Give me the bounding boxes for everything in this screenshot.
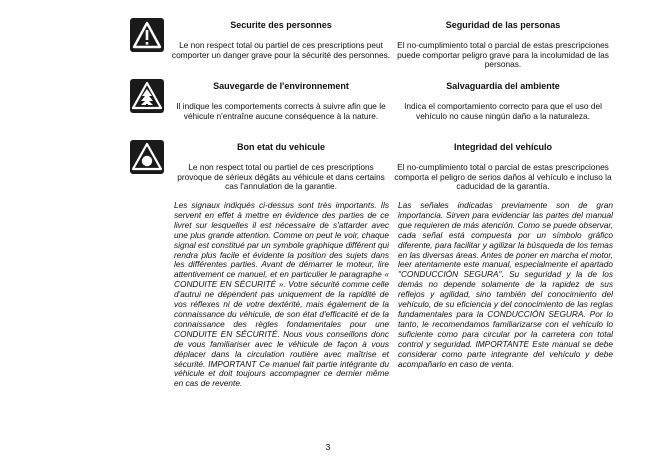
section-text: El no-cumplimiento total o parcial de estas prescripciones puede comportar peligro grave para la incolumidad de las personas. [397,40,609,70]
environment-tree-icon [130,79,164,113]
section-title: Sauvegarde de l'environnement [213,81,349,91]
section-title: Integridad del vehículo [453,142,552,152]
section-text: Le non respect total ou partiel de ces prescriptions provoque de sérieux dégâts au véhicule et dans certains cas l'annulation de la garantie. [177,162,385,192]
intro-paragraph-es: Las señales indicadas previamente son de gran importancia. Sirven para evidenciar las partes del manual que requieren de más atención. Como se puede observar, cada señal está compuesta por un símbolo gráfico diferente, para facilitar y agilizar la búsqueda de los temas en las diversas áreas. Antes de poner en marcha el motor, leer atentamente este manual, especialmente el apartado "CONDUCCIÓN SEGURA". Su seguridad y la de los demás no depende solamente de la rapidez de sus reflejos y agilidad, sino también del conocimiento del vehículo, de su eficiencia y del conocimiento de las reglas fundamentales para la CONDUCCIÓN SEGURA. Por lo tanto, le recomendamos familiarizarse con el vehículo lo suficiente como para circular por la carretera con total control y seguridad. IMPORTANTE Este manual se debe considerar como parte integrante del vehículo y debe acompañarlo en caso de venta. [398,200,613,369]
vehicle-damage-icon [130,140,164,174]
section-text: Indica el comportamiento correcto para que el uso del vehículo no cause ningún daño a la naturaleza. [404,101,602,121]
section-title: Seguridad de las personas [445,20,561,30]
section-text: Il indique les comportements corrects à suivre afin que le véhicule n'entraîne aucune conséquence à la nature. [176,101,386,121]
section-text: Le non respect total ou partiel de ces prescriptions peut comporter un danger grave pour la sécurité des personnes. [171,40,391,60]
warning-exclamation-icon [130,18,164,52]
section-title: Bon etat du vehicule [236,142,325,152]
section-vehicle-condition-fr [170,142,392,192]
section-personal-safety-fr [170,20,392,60]
section-environment-fr [170,81,392,121]
section-title: Salvaguardia del ambiente [446,81,560,91]
section-text: El no-cumplimiento total o parcial de estas prescripciones comporta el peligro de serios daños al vehículo e incluso la caducidad de la garantía. [394,162,612,192]
section-title: Securite des personnes [230,20,332,30]
section-environment-es [392,81,614,121]
section-vehicle-condition-es [392,142,614,192]
intro-paragraph-fr: Les signaux indiqués ci-dessus sont très importants. Ils servent en effet à mettre en évidence des parties de ce livret sur lesquelles il est nécessaire de s'attarder avec une plus grande attention. Comme on peut le voir, chaque signal est constitué par un symbole graphique différent qui rendra plus facile et évidente la position des sujets dans les différentes parties. Avant de démarrer le moteur, lire attentivement ce manuel, et en particulier le paragraphe « CONDUITE EN SÉCURITÉ ». Votre sécurité comme celle d'autrui ne dépendent pas uniquement de la rapidité de vos réflexes ni de votre dextérité, mais également de la connaissance du véhicule, de son état d'efficacité et de la connaissance des règles fondamentales pour une CONDUITE EN SÉCURITÉ. Nous vous conseillons donc de vous familiariser avec le véhicule de façon à vous déplacer dans la circulation routière avec maîtrise et sécurité. IMPORTANT Ce manuel fait partie intégrante du véhicule et doit toujours accompagner ce dernier même en cas de revente. [174,200,389,389]
section-personal-safety-es [392,20,614,70]
page-number: 3 [325,442,331,452]
